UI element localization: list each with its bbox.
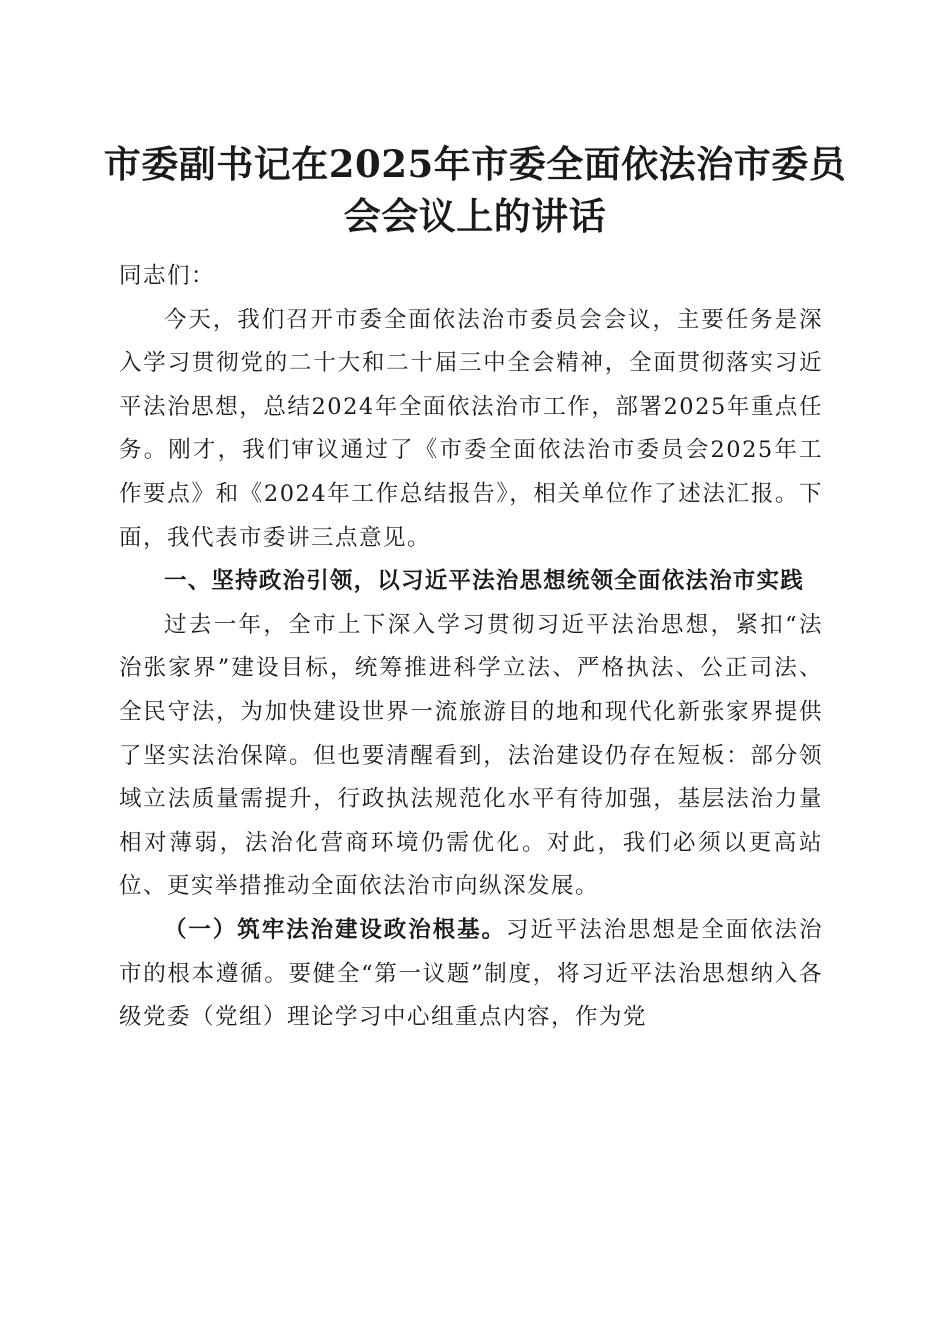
opening-paragraph: 今天，我们召开市委全面依法治市委员会会议，主要任务是深入学习贯彻党的二十大和二十届三中全会精神，全面贯彻落实习近平法治思想，总结2024年全面依法治市工作，部署2025年重点任务。刚才，我们审议通过了《市委全面依法治市委员会2025年工作要点》和《2024年工作总结报告》，相关单位作了述法汇报。下面，我代表市委讲三点意见。 bbox=[119, 306, 823, 551]
salutation: 同志们： bbox=[119, 263, 216, 289]
section-1-paragraph: 过去一年，全市上下深入学习贯彻习近平法治思想，紧扣“法治张家界”建设目标，统筹推进科学立法、严格执法、公正司法、全民守法，为加快建设世界一流旅游目的地和现代化新张家界提供了坚实法治保障。但也要清醒看到，法治建设仍存在短板：部分领域立法质量需提升，行政执法规范化水平有待加强，基层法治力量相对薄弱，法治化营商环境仍需优化。对此，我们必须以更高站位、更实举措推动全面依法治市向纵深发展。 bbox=[119, 611, 823, 900]
section-heading-1: 一、坚持政治引领，以习近平法治思想统领全面依法治市实践 bbox=[164, 568, 804, 595]
document-title: 市委副书记在2025年市委全面依法治市委员会会议上的讲话 bbox=[103, 142, 847, 238]
document-body bbox=[119, 255, 823, 1040]
subsection-1-text: 习近平法治思想是全面依法治市的根本遵循。要健全“第一议题”制度，将习近平法治思想纳入各级党委（党组）理论学习中心组重点内容，作为党 bbox=[119, 916, 823, 1031]
subsection-1-paragraph bbox=[119, 909, 823, 1040]
subsection-1-lead: （一）筑牢法治建设政治根基。 bbox=[164, 916, 506, 943]
